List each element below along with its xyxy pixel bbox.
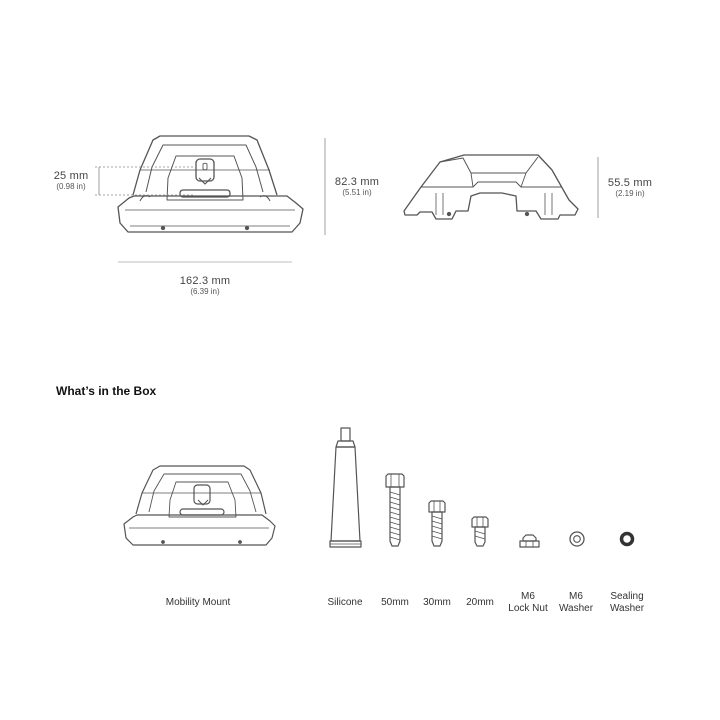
- mobility-mount-icon: [124, 466, 275, 545]
- item-label-20mm: 20mm: [466, 597, 494, 608]
- dimension-55mm-inches: (2.19 in): [615, 189, 645, 198]
- item-label-30mm: 30mm: [423, 597, 451, 608]
- bolt-20mm-icon: [472, 517, 488, 546]
- item-label-washer: [551, 591, 601, 615]
- item-label-washer-line2: Washer: [558, 603, 594, 614]
- dimension-82mm-value: 82.3 mm: [334, 176, 380, 188]
- item-label-50mm: 50mm: [381, 597, 409, 608]
- item-label-lock-nut-line2: Lock Nut: [508, 603, 548, 614]
- item-label-sealing-washer-line2: Washer: [609, 603, 645, 614]
- dimension-width: [170, 275, 240, 296]
- item-label-washer-line1: M6: [569, 591, 583, 602]
- item-label-lock-nut: [502, 591, 554, 615]
- bolt-30mm-icon: [429, 501, 445, 546]
- dimension-82mm: [332, 176, 382, 197]
- dimension-25mm: [46, 170, 96, 191]
- item-label-silicone: Silicone: [327, 597, 363, 608]
- item-label-lock-nut-line1: M6: [521, 591, 535, 602]
- mount-side-view-icon: [404, 155, 578, 219]
- dimension-25mm-value: 25 mm: [53, 170, 89, 182]
- dimension-55mm-value: 55.5 mm: [607, 177, 653, 189]
- silicone-tube-icon: [330, 428, 361, 547]
- lock-nut-icon: [520, 535, 539, 547]
- dimension-82mm-inches: (5.51 in): [342, 188, 372, 197]
- dimension-25mm-inches: (0.98 in): [56, 182, 86, 191]
- height-25mm-guides: [95, 167, 193, 195]
- bolt-50mm-icon: [386, 474, 404, 546]
- dimension-width-inches: (6.39 in): [190, 287, 220, 296]
- sealing-washer-icon: [622, 534, 633, 545]
- washer-icon: [570, 532, 584, 546]
- mount-front-view-icon: [118, 136, 303, 232]
- section-title: What’s in the Box: [56, 384, 157, 398]
- item-label-sealing-washer-line1: Sealing: [610, 591, 644, 602]
- dimension-55mm: [605, 177, 655, 198]
- item-label-mobility-mount: Mobility Mount: [165, 597, 231, 608]
- dimension-width-value: 162.3 mm: [179, 275, 231, 287]
- item-label-sealing-washer: [602, 591, 652, 615]
